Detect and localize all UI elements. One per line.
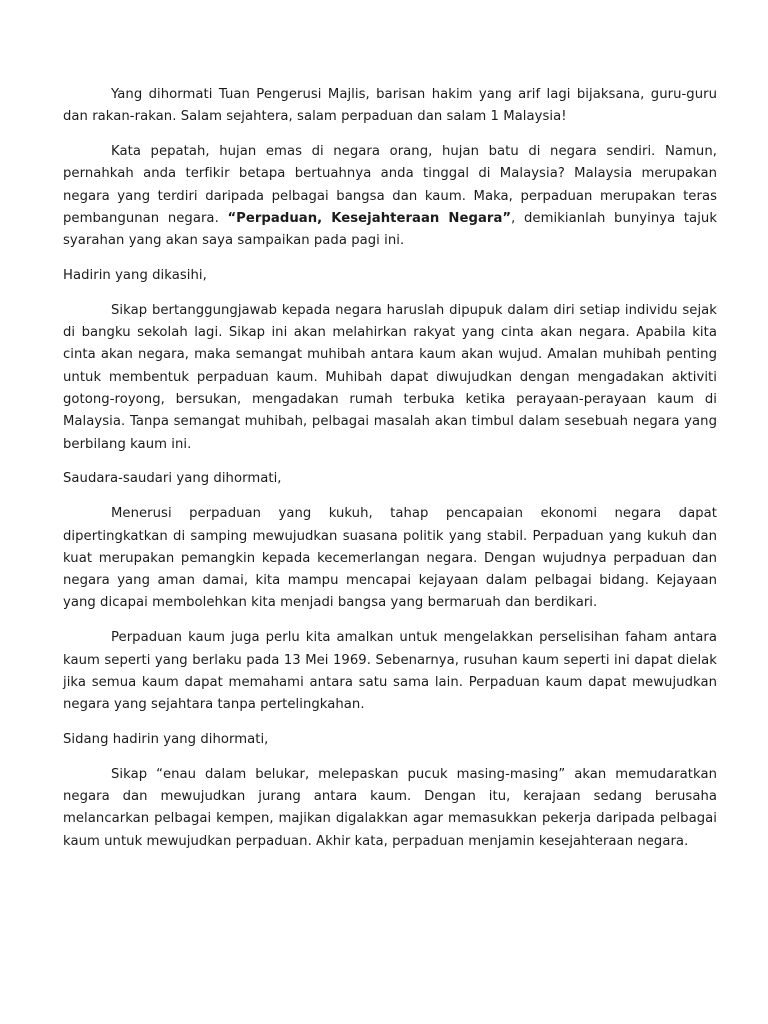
text-run: Hadirin yang dikasihi, xyxy=(63,268,207,284)
paragraph-conclusion xyxy=(63,764,717,853)
text-run: , demikianlah bunyinya tajuk syarahan yang akan saya sampaikan pada pagi ini. xyxy=(63,210,718,249)
text-run: Sikap bertanggungjawab kepada negara haruslah dipupuk dalam diri setiap individu sejak di bangku sekolah lagi. Sikap ini akan melahirkan rakyat yang cinta akan negara. Apabila kita cinta akan negara, maka semangat muhibah antara kaum akan wujud. Amalan muhibah penting untuk membentuk perpaduan kaum. Muhibah dapat diwujudkan dengan mengadakan aktiviti gotong-royong, bersukan, mengadakan rumah terbuka ketika perayaan-perayaan kaum di Malaysia. Tanpa semangat muhibah, pelbagai masalah akan timbul dalam sesebuah negara yang berbilang kaum ini. xyxy=(63,302,717,452)
paragraph-introduction xyxy=(63,141,717,252)
text-run: Menerusi perpaduan yang kukuh, tahap pencapaian ekonomi negara dapat dipertingkatkan di samping mewujudkan suasana politik yang stabil. Perpaduan yang kukuh dan kuat merupakan pemangkin kepada kecemerlangan negara. Dengan wujudnya perpaduan dan negara yang aman damai, kita mampu mencapai kejayaan dalam pelbagai bidang. Kejayaan yang dicapai membolehkan kita menjadi bangsa yang bermaruah dan berdikari. xyxy=(63,506,717,611)
text-run: Yang dihormati Tuan Pengerusi Majlis, barisan hakim yang arif lagi bijaksana, guru-guru dan rakan-rakan. Salam sejahtera, salam perpaduan dan salam 1 Malaysia! xyxy=(63,87,717,125)
paragraph-salutation xyxy=(63,84,717,129)
text-run: Saudara-saudari yang dihormati, xyxy=(63,471,282,487)
speech-title: “Perpaduan, Kesejahteraan Negara” xyxy=(227,210,512,226)
text-run: Kata pepatah, hujan emas di negara orang, hujan batu di negara sendiri. Namun, pernahkah anda terfikir betapa bertuahnya anda tinggal di Malaysia? Malaysia merupakan negara yang terdiri daripada pelbagai bangsa dan kaum. Maka, perpaduan merupakan teras pembangunan negara. xyxy=(63,144,717,226)
text-run: Perpaduan kaum juga perlu kita amalkan untuk mengelakkan perselisihan faham antara kaum seperti yang berlaku pada 13 Mei 1969. Sebenarnya, rusuhan kaum seperti ini dapat dielak jika semua kaum dapat memahami antara satu sama lain. Perpaduan kaum dapat mewujudkan negara yang sejahtara tanpa pertelingkahan. xyxy=(63,630,717,713)
text-run: Sidang hadirin yang dihormati, xyxy=(63,731,269,747)
paragraph-body xyxy=(63,503,717,614)
text-run: Sikap “enau dalam belukar, melepaskan pucuk masing-masing” akan memudaratkan negara dan mewujudkan jurang antara kaum. Dengan itu, kerajaan sedang berusaha melancarkan pelbagai kempen, majikan digalakkan agar memasukkan pekerja daripada pelbagai kaum untuk mewujudkan perpaduan. Akhir kata, perpaduan menjamin kesejahteraan negara. xyxy=(63,766,717,849)
paragraph-body xyxy=(63,627,717,716)
paragraph-address xyxy=(63,265,717,287)
paragraph-address xyxy=(63,729,717,751)
paragraph-address xyxy=(63,468,717,490)
paragraph-body xyxy=(63,300,717,456)
